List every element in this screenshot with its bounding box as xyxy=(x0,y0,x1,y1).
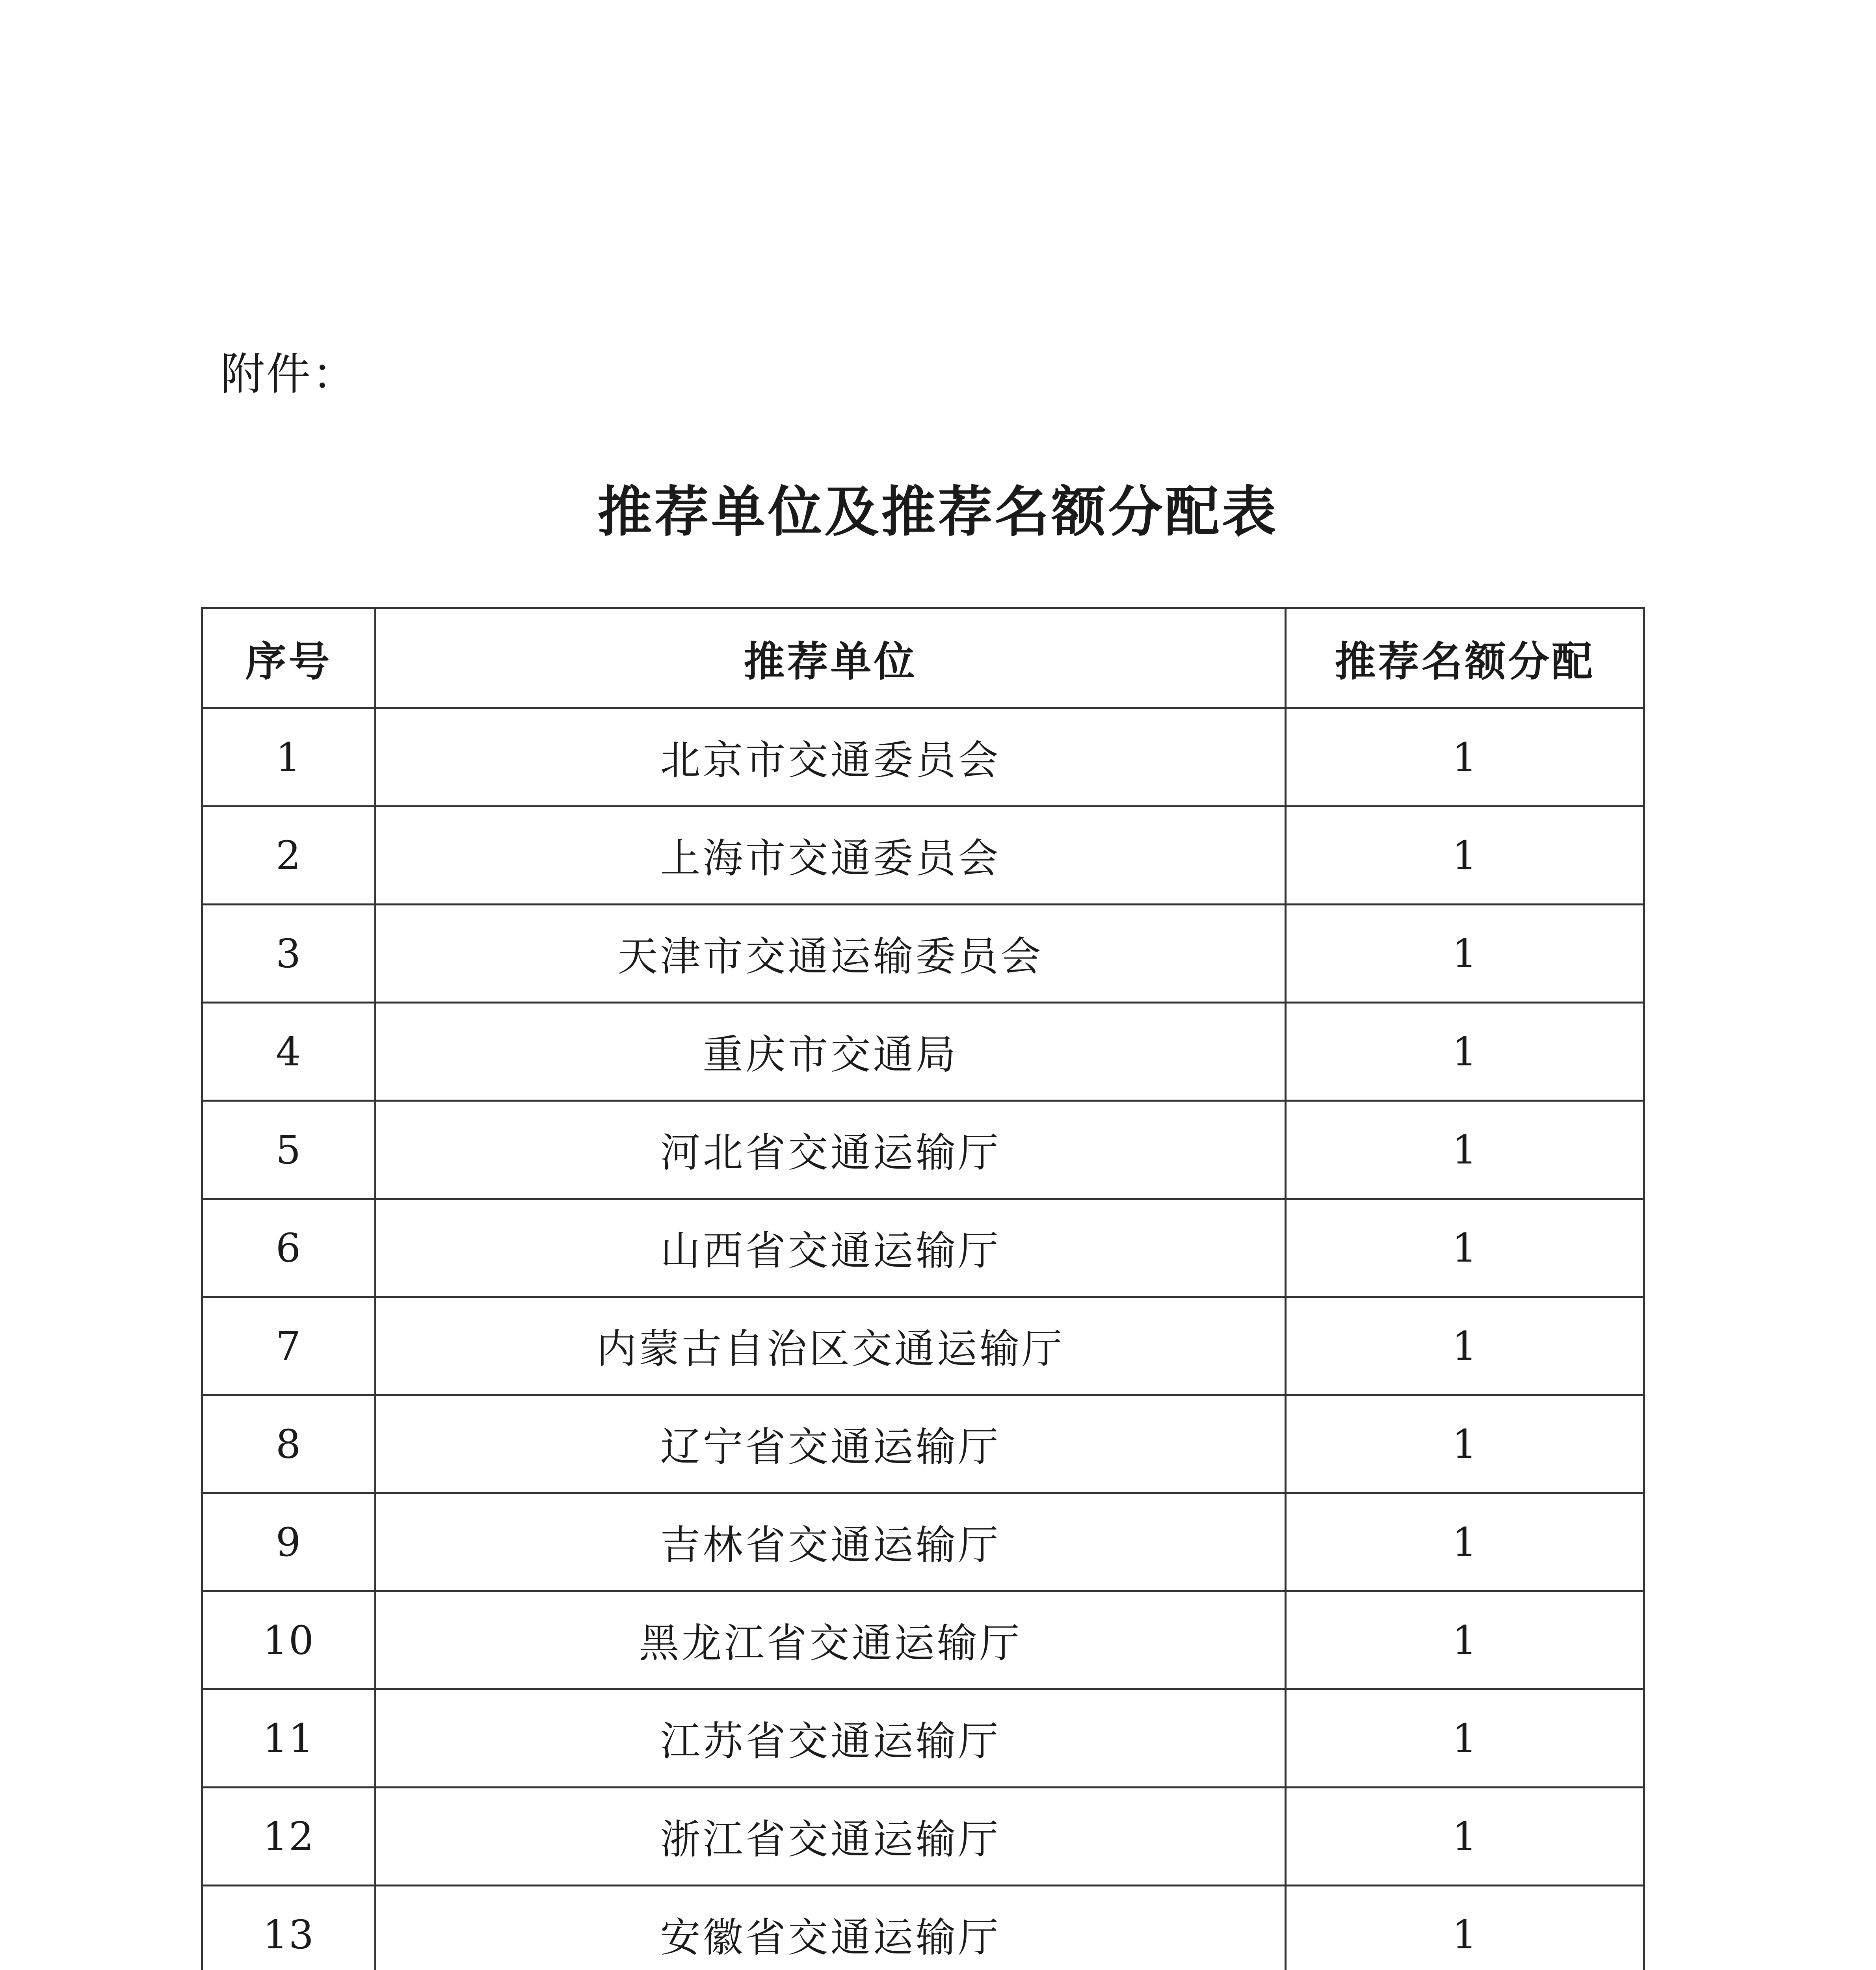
cell-seq: 1 xyxy=(202,708,376,807)
cell-quota: 1 xyxy=(1286,1297,1644,1395)
cell-unit: 浙江省交通运输厅 xyxy=(376,1788,1286,1886)
attachment-label: 附件： xyxy=(221,349,358,400)
cell-seq: 13 xyxy=(202,1886,376,1970)
cell-unit: 河北省交通运输厅 xyxy=(376,1101,1286,1199)
cell-seq: 6 xyxy=(202,1199,376,1297)
header-unit: 推荐单位 xyxy=(376,608,1286,708)
table-row xyxy=(202,1199,1644,1297)
cell-seq: 11 xyxy=(202,1689,376,1788)
cell-quota: 1 xyxy=(1286,1395,1644,1493)
cell-unit: 安徽省交通运输厅 xyxy=(376,1886,1286,1970)
cell-unit: 重庆市交通局 xyxy=(376,1003,1286,1101)
cell-unit: 内蒙古自治区交通运输厅 xyxy=(376,1297,1286,1395)
cell-quota: 1 xyxy=(1286,1003,1644,1101)
cell-quota: 1 xyxy=(1286,1689,1644,1788)
document-title: 推荐单位及推荐名额分配表 xyxy=(597,480,1279,544)
table-row xyxy=(202,1591,1644,1689)
table-row xyxy=(202,1297,1644,1395)
cell-quota: 1 xyxy=(1286,1788,1644,1886)
cell-quota: 1 xyxy=(1286,1101,1644,1199)
cell-unit: 天津市交通运输委员会 xyxy=(376,905,1286,1003)
allocation-table-container xyxy=(201,607,1643,1970)
cell-seq: 10 xyxy=(202,1591,376,1689)
cell-quota: 1 xyxy=(1286,1591,1644,1689)
table-row xyxy=(202,1003,1644,1101)
cell-quota: 1 xyxy=(1286,1199,1644,1297)
cell-unit: 辽宁省交通运输厅 xyxy=(376,1395,1286,1493)
cell-seq: 2 xyxy=(202,807,376,905)
cell-unit: 上海市交通委员会 xyxy=(376,807,1286,905)
table-row xyxy=(202,1886,1644,1970)
cell-quota: 1 xyxy=(1286,1886,1644,1970)
table-header-row xyxy=(202,608,1644,708)
cell-quota: 1 xyxy=(1286,905,1644,1003)
table-row xyxy=(202,1689,1644,1788)
cell-seq: 4 xyxy=(202,1003,376,1101)
cell-seq: 3 xyxy=(202,905,376,1003)
cell-unit: 吉林省交通运输厅 xyxy=(376,1493,1286,1591)
cell-seq: 7 xyxy=(202,1297,376,1395)
cell-quota: 1 xyxy=(1286,807,1644,905)
table-row xyxy=(202,1395,1644,1493)
header-quota: 推荐名额分配 xyxy=(1286,608,1644,708)
table-row xyxy=(202,905,1644,1003)
cell-unit: 北京市交通委员会 xyxy=(376,708,1286,807)
cell-unit: 山西省交通运输厅 xyxy=(376,1199,1286,1297)
cell-seq: 5 xyxy=(202,1101,376,1199)
cell-unit: 黑龙江省交通运输厅 xyxy=(376,1591,1286,1689)
table-row xyxy=(202,807,1644,905)
cell-seq: 9 xyxy=(202,1493,376,1591)
table-row xyxy=(202,1101,1644,1199)
header-seq: 序号 xyxy=(202,608,376,708)
allocation-table xyxy=(201,607,1645,1970)
table-row xyxy=(202,1788,1644,1886)
table-row xyxy=(202,708,1644,807)
cell-seq: 8 xyxy=(202,1395,376,1493)
table-body xyxy=(202,708,1644,1970)
cell-quota: 1 xyxy=(1286,1493,1644,1591)
cell-unit: 江苏省交通运输厅 xyxy=(376,1689,1286,1788)
cell-seq: 12 xyxy=(202,1788,376,1886)
cell-quota: 1 xyxy=(1286,708,1644,807)
table-row xyxy=(202,1493,1644,1591)
